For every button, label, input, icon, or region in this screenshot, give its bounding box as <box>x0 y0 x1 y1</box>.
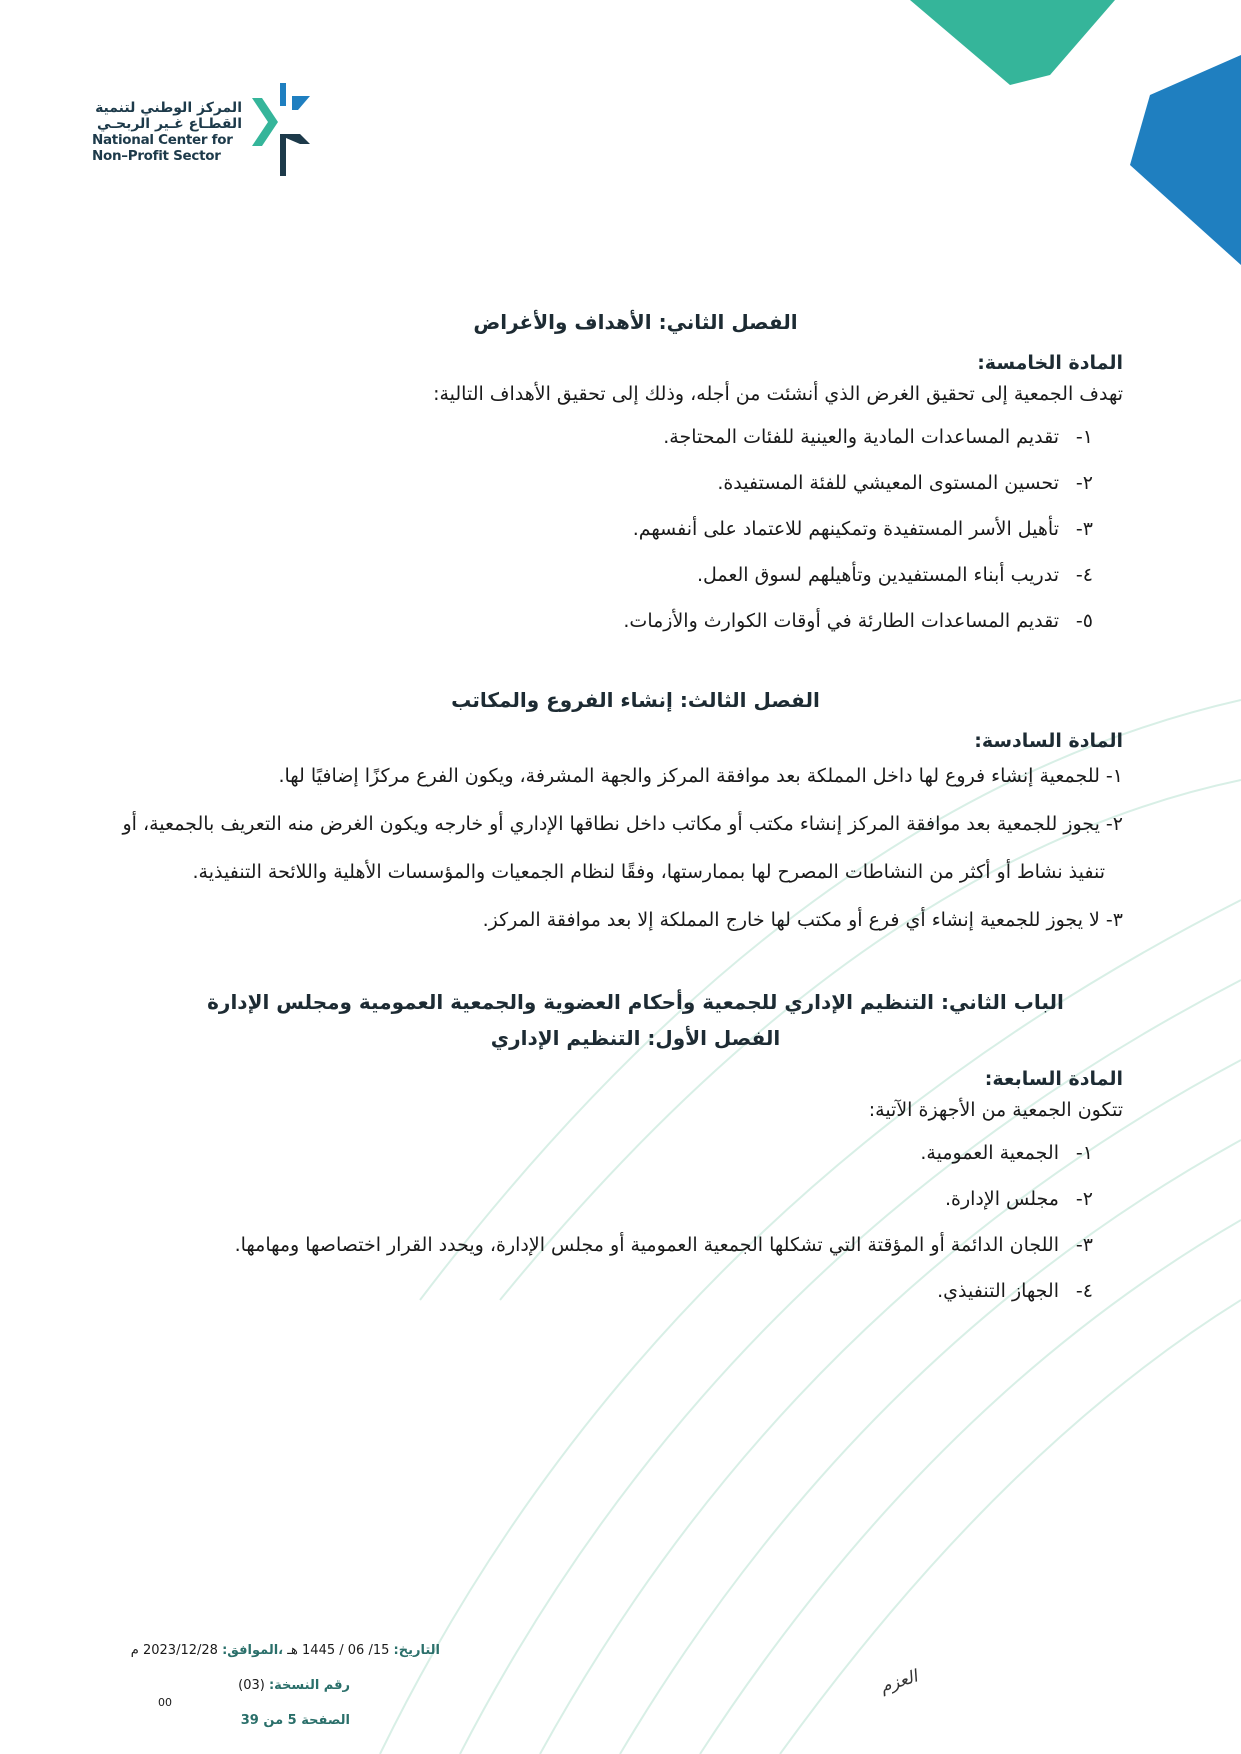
corner-teal-shape <box>910 0 1115 85</box>
agree-label: ،الموافق: <box>222 1643 284 1658</box>
list-item: ١- للجمعية إنشاء فروع لها داخل المملكة بعد موافقة المركز والجهة المشرفة، ويكون الفرع مركزًا إضافيًا لها. <box>278 765 1123 787</box>
article-7-list <box>88 1130 1123 1314</box>
list-item: ٣-اللجان الدائمة أو المؤقتة التي تشكلها الجمعية العمومية أو مجلس الإدارة، ويحدد القرار اختصاصها ومهامها. <box>234 1234 1093 1256</box>
chapter-2-title: الفصل الثاني: الأهداف والأغراض <box>473 310 798 334</box>
list-item: ٢- يجوز للجمعية بعد موافقة المركز إنشاء مكتب أو مكاتب داخل نطاقها الإداري أو خارجه ويكون الغرض منه التعريف بالجمعية، أو تنفيذ نشاط أو أكثر من النشاطات المصرح لها بممارستها، وفقًا لنظام الجمعيات والمؤسسات الأهلية واللائحة التنفيذية. <box>122 813 1123 883</box>
list-item: ٣- لا يجوز للجمعية إنشاء أي فرع أو مكتب لها خارج المملكة إلا بعد موافقة المركز. <box>482 909 1123 931</box>
page-footer <box>100 1640 440 1728</box>
date-label: التاريخ: <box>393 1643 440 1658</box>
date-line <box>100 1640 440 1662</box>
logo-arabic-line2: القطـاع غـير الربحـي <box>97 116 242 132</box>
article-7-intro: تتكون الجمعية من الأجهزة الآتية: <box>868 1099 1123 1121</box>
version-value: (03) <box>238 1678 265 1693</box>
list-item: ٣-تأهيل الأسر المستفيدة وتمكينهم للاعتماد على أنفسهم. <box>632 518 1093 540</box>
article-5-list <box>88 414 1123 644</box>
article-5-intro: تهدف الجمعية إلى تحقيق الغرض الذي أنشئت من أجله، وذلك إلى تحقيق الأهداف التالية: <box>433 383 1123 405</box>
version-line <box>100 1676 440 1696</box>
extra-code: 00 <box>158 1696 172 1709</box>
list-item: ٢-مجلس الإدارة. <box>944 1188 1093 1210</box>
list-item: ٢-تحسين المستوى المعيشي للفئة المستفيدة. <box>717 472 1093 494</box>
signature: العزم <box>877 1666 921 1698</box>
list-item: ٤-الجهاز التنفيذي. <box>937 1280 1093 1302</box>
list-item: ١-تقديم المساعدات المادية والعينية للفئات المحتاجة. <box>663 426 1093 448</box>
article-7-title: المادة السابعة: <box>984 1068 1123 1090</box>
article-6-title: المادة السادسة: <box>974 730 1123 752</box>
logo-english-line1: National Center for <box>92 132 233 148</box>
corner-blue-shape <box>1130 55 1241 265</box>
organization-logo <box>92 78 332 188</box>
date-gregorian: 2023/12/28 م <box>130 1643 218 1658</box>
chapter-1-title: الفصل الأول: التنظيم الإداري <box>490 1026 781 1050</box>
logo-arabic-line1: المركز الوطني لتنمية <box>95 100 242 116</box>
version-label: رقم النسخة: <box>268 1678 350 1693</box>
chapter-3-title: الفصل الثالث: إنشاء الفروع والمكاتب <box>451 688 820 712</box>
page-number: الصفحة 5 من 39 <box>240 1713 350 1728</box>
document-body <box>88 310 1123 1314</box>
article-5-title: المادة الخامسة: <box>977 352 1123 374</box>
logo-english-line2: Non–Profit Sector <box>92 148 221 164</box>
logo-text <box>92 100 242 164</box>
list-item: ٤-تدريب أبناء المستفيدين وتأهيلهم لسوق العمل. <box>696 564 1093 586</box>
list-item: ١-الجمعية العمومية. <box>920 1142 1093 1164</box>
part-2-title: الباب الثاني: التنظيم الإداري للجمعية وأحكام العضوية والجمعية العمومية ومجلس الإدارة <box>207 990 1064 1014</box>
list-item: ٥-تقديم المساعدات الطارئة في أوقات الكوارث والأزمات. <box>623 610 1093 632</box>
logo-mark-icon <box>252 78 332 182</box>
article-6-list <box>88 752 1123 944</box>
date-hijri: 15/ 06 / 1445 هـ <box>287 1643 390 1658</box>
